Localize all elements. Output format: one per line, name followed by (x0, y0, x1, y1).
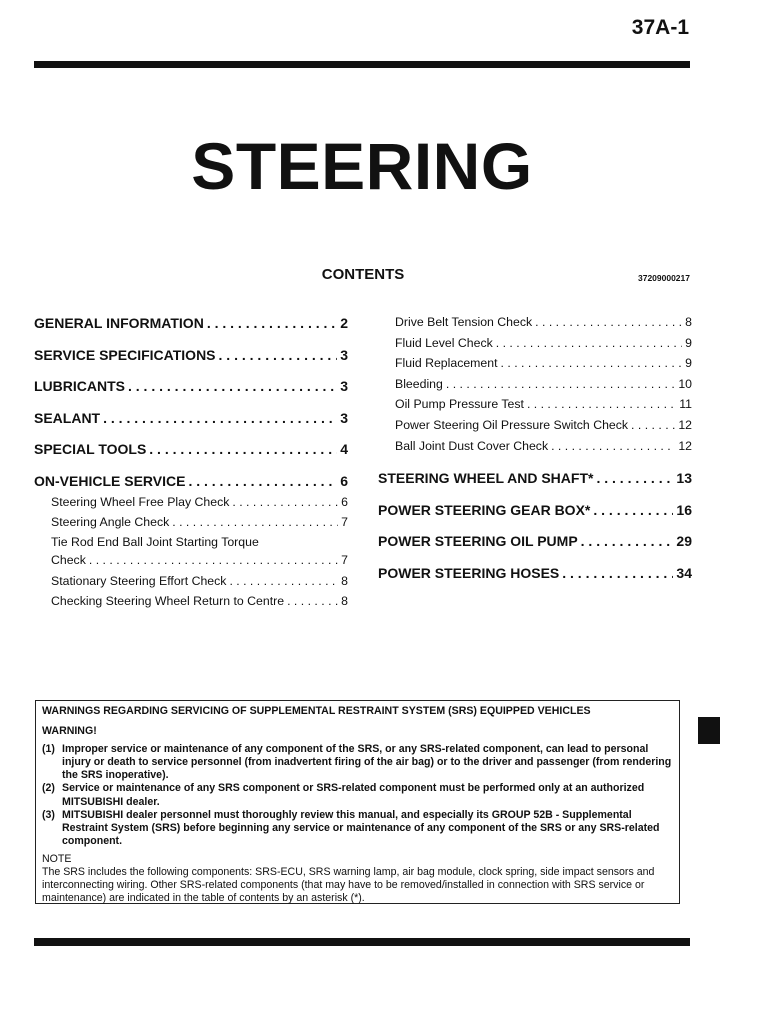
warning-item-text: Improper service or maintenance of any component of the SRS, or any SRS-related component, can lead to personal injury or death to service personnel (from inadvertent firing of the air bag) or to the driver and passenger (from rendering the SRS inoperative). (62, 743, 672, 782)
warning-item-text: MITSUBISHI dealer personnel must thoroughly review this manual, and especially its GROUP 52B - Supplemental Restraint System (SRS) before beginning any service or maintenance of any component of the SRS or any SRS-related component. (62, 808, 660, 847)
toc-entry-label-continued: Check (51, 552, 86, 567)
toc-entry[interactable] (378, 467, 692, 499)
toc-entry-label: SPECIAL TOOLS (34, 441, 147, 457)
toc-entry-label: Stationary Steering Effort Check (51, 573, 227, 588)
toc-entry-label: Oil Pump Pressure Test (395, 397, 524, 412)
toc-entry-label: ON-VEHICLE SERVICE (34, 472, 186, 489)
warning-heading: WARNINGS REGARDING SERVICING OF SUPPLEMENTAL RESTRAINT SYSTEM (SRS) EQUIPPED VEHICLES (42, 705, 591, 717)
document-code: 37209000217 (637, 273, 690, 283)
toc-entry-page: 10 (678, 376, 692, 391)
toc-subentry[interactable] (34, 512, 348, 533)
warning-item (42, 782, 674, 808)
srs-warning-box (35, 700, 680, 904)
toc-entry-page: 2 (340, 315, 348, 331)
toc-right-main-entries (378, 467, 692, 593)
toc-entry-page: 12 (678, 438, 692, 453)
toc-entry[interactable] (378, 499, 692, 531)
toc-subentry[interactable] (34, 492, 348, 513)
toc-entry[interactable] (34, 407, 348, 439)
toc-entry-page: 8 (685, 315, 692, 329)
warning-item-number: (2) (42, 782, 55, 795)
page-title: STEERING (191, 129, 533, 203)
toc-entry-page: 6 (340, 472, 348, 489)
warning-item-number: (1) (42, 743, 55, 756)
toc-entry-page: 8 (341, 594, 348, 609)
toc-entry-page: 9 (685, 356, 692, 371)
toc-entry-page: 13 (676, 470, 692, 486)
toc-subentry[interactable] (34, 571, 348, 592)
toc-entry-label: LUBRICANTS (34, 378, 125, 394)
toc-left-column (34, 312, 348, 612)
warning-item (42, 743, 674, 782)
warning-item (42, 809, 674, 848)
toc-entry-page: 16 (676, 501, 692, 518)
page-number: 37A-1 (631, 16, 689, 39)
toc-entry-label: Steering Wheel Free Play Check (51, 494, 230, 509)
toc-entry-label: GENERAL INFORMATION (34, 315, 204, 331)
toc-entry-label: Fluid Replacement (395, 356, 498, 371)
note-label: NOTE (42, 852, 72, 865)
toc-subentry[interactable] (378, 394, 692, 415)
toc-entry-page: 3 (340, 409, 348, 426)
toc-subentry[interactable] (34, 591, 348, 612)
toc-entry-page: 11 (679, 397, 692, 412)
toc-subentry[interactable] (378, 374, 692, 395)
toc-subentry[interactable] (378, 333, 692, 354)
note-text: The SRS includes the following components: SRS-ECU, SRS warning lamp, air bag module, clock spring, side impact sensors and interconnecting wiring. Other SRS-related components (that may have to be removed/installed in connection with SRS service or maintenance) are indicated in the table of contents by an asterisk (*). (42, 866, 655, 905)
toc-entry-label: Ball Joint Dust Cover Check (395, 438, 549, 453)
toc-entry-label: Drive Belt Tension Check (395, 315, 533, 329)
toc-entry-label: Checking Steering Wheel Return to Centre (51, 594, 285, 609)
toc-entry-page: 9 (685, 335, 692, 350)
toc-entry-label: Bleeding (395, 376, 443, 391)
toc-entry-page: 3 (340, 378, 348, 394)
toc-entry-label: Tie Rod End Ball Joint Starting Torque (51, 534, 259, 549)
toc-subentry[interactable] (378, 312, 692, 333)
toc-entry[interactable] (378, 530, 692, 562)
toc-entry[interactable] (34, 344, 348, 376)
toc-entry-page: 29 (676, 533, 692, 549)
toc-subentry[interactable] (34, 533, 348, 569)
toc-entry-page: 34 (676, 564, 692, 581)
toc-entry-label: Fluid Level Check (395, 335, 493, 350)
toc-right-subentries (378, 312, 692, 456)
toc-entry-label: POWER STEERING GEAR BOX* (378, 501, 591, 518)
toc-entry[interactable] (34, 312, 348, 344)
toc-entry-page: 12 (678, 417, 692, 432)
bottom-rule (34, 938, 690, 946)
toc-entry[interactable] (34, 470, 348, 492)
toc-entry-page: 4 (340, 441, 348, 457)
toc-subentry[interactable] (378, 353, 692, 374)
toc-entry-label: SERVICE SPECIFICATIONS (34, 346, 216, 363)
toc-entry-label: Power Steering Oil Pressure Switch Check (395, 417, 629, 432)
section-tab-marker (698, 717, 720, 744)
warning-label: WARNING! (42, 725, 97, 738)
toc-entry-label: Steering Angle Check (51, 515, 170, 530)
warning-item-number: (3) (42, 808, 55, 821)
toc-entry-label: STEERING WHEEL AND SHAFT* (378, 470, 594, 486)
top-rule (34, 61, 690, 68)
contents-heading: CONTENTS (321, 266, 405, 283)
toc-entry[interactable] (34, 375, 348, 407)
toc-entry-label: SEALANT (34, 409, 101, 426)
toc-entry-page: 7 (341, 552, 348, 567)
toc-entry-label: POWER STEERING HOSES (378, 564, 560, 581)
toc-entry-page: 6 (341, 494, 348, 509)
toc-entry-page: 8 (341, 573, 348, 588)
toc-entry-page: 7 (341, 515, 348, 530)
warning-item-text: Service or maintenance of any SRS component or SRS-related component must be performed only at an authorized MITSUBISHI dealer. (62, 782, 645, 808)
toc-subentry[interactable] (378, 415, 692, 436)
toc-subentry[interactable] (378, 436, 692, 457)
toc-entry[interactable] (34, 438, 348, 470)
toc-entry[interactable] (378, 562, 692, 594)
toc-entry-page: 3 (340, 346, 348, 363)
toc-entry-label: POWER STEERING OIL PUMP (378, 533, 578, 549)
